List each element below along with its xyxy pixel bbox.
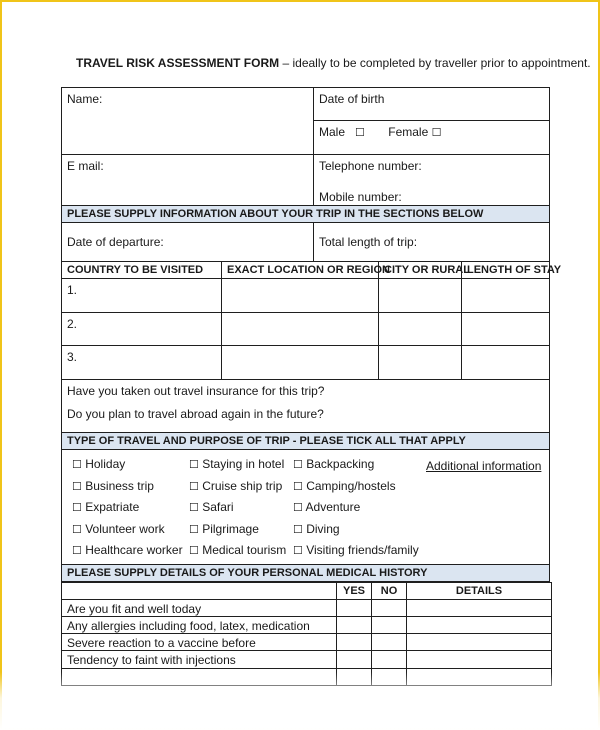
yes-label: YES (342, 585, 365, 597)
option-label: Diving (306, 522, 340, 536)
col-location-label: EXACT LOCATION OR REGION (227, 264, 390, 276)
checkbox-icon[interactable]: ☐ (189, 459, 199, 471)
medical-1-yes[interactable] (336, 599, 372, 617)
option-holiday[interactable] (72, 457, 125, 471)
bottom-fade-overlay (0, 672, 600, 730)
female-checkbox[interactable]: ☐ (431, 127, 442, 139)
trip-row-1-city[interactable] (378, 278, 462, 313)
email-field[interactable] (61, 154, 314, 206)
medical-col-yes (336, 582, 372, 600)
trip-row-2-country[interactable] (61, 312, 222, 346)
col-country-label: COUNTRY TO BE VISITED (67, 264, 204, 276)
insurance-questions (61, 379, 550, 433)
form-title (76, 56, 591, 70)
medical-col-details (406, 582, 552, 600)
col-length-stay (461, 261, 562, 279)
details-label: DETAILS (455, 585, 503, 597)
future-travel-question: Do you plan to travel abroad again in the future? (67, 407, 324, 421)
female-label: Female (388, 125, 429, 139)
option-label: Backpacking (306, 457, 375, 471)
trip-row-3-country[interactable] (61, 345, 222, 380)
checkbox-icon[interactable]: ☐ (72, 481, 82, 493)
trip-row-3-stay[interactable] (461, 345, 550, 380)
checkbox-icon[interactable]: ☐ (72, 459, 82, 471)
name-field[interactable] (61, 87, 314, 155)
phone-field[interactable] (313, 154, 550, 206)
col-location (221, 261, 390, 279)
insurance-question: Have you taken out travel insurance for this trip? (67, 384, 325, 398)
medical-col-no (371, 582, 407, 600)
checkbox-icon[interactable]: ☐ (293, 481, 303, 493)
checkbox-icon[interactable]: ☐ (293, 524, 303, 536)
departure-label: Date of departure: (67, 235, 164, 249)
medical-question-4 (61, 650, 337, 669)
option-label: Expatriate (85, 500, 140, 514)
trip-row-3-number: 3. (67, 350, 78, 364)
trip-section-header (61, 205, 550, 223)
trip-length-field[interactable] (313, 222, 550, 262)
col-country (61, 261, 222, 279)
trip-row-2-city[interactable] (378, 312, 462, 346)
purpose-section-header (61, 432, 550, 450)
medical-section-header (61, 564, 550, 582)
option-label: Visiting friends/family (306, 543, 419, 557)
medical-1-no[interactable] (371, 599, 407, 617)
medical-2-details[interactable] (406, 616, 552, 634)
medical-header-text: PLEASE SUPPLY DETAILS OF YOUR PERSONAL MEDICAL HISTORY (67, 567, 428, 579)
mobile-label: Mobile number: (319, 190, 402, 204)
trip-row-1-stay[interactable] (461, 278, 550, 313)
checkbox-icon[interactable]: ☐ (72, 545, 82, 557)
option-label: Medical tourism (202, 543, 287, 557)
additional-information-link[interactable]: Additional information (426, 459, 542, 473)
medical-question-text: Severe reaction to a vaccine before (67, 636, 256, 650)
medical-question-2 (61, 616, 337, 634)
checkbox-icon[interactable]: ☐ (189, 502, 199, 514)
medical-question-text: Are you fit and well today (67, 602, 202, 616)
medical-4-yes[interactable] (336, 650, 372, 669)
col-city-rural-label: CITY OR RURAL (384, 264, 470, 276)
medical-3-details[interactable] (406, 633, 552, 651)
option-label: Staying in hotel (202, 457, 285, 471)
purpose-header-text: TYPE OF TRAVEL AND PURPOSE OF TRIP - PLEASE TICK ALL THAT APPLY (67, 435, 466, 447)
gender-field (313, 120, 550, 155)
trip-row-1-country[interactable] (61, 278, 222, 313)
checkbox-icon[interactable]: ☐ (293, 502, 303, 514)
dob-label: Date of birth (319, 92, 385, 106)
option-label: Holiday (85, 457, 126, 471)
medical-2-yes[interactable] (336, 616, 372, 634)
option-visiting-friends-family[interactable] (293, 543, 419, 557)
option-business-trip[interactable] (72, 479, 154, 493)
name-label: Name: (67, 92, 103, 106)
trip-row-2-stay[interactable] (461, 312, 550, 346)
trip-row-2-location[interactable] (221, 312, 379, 346)
checkbox-icon[interactable]: ☐ (189, 524, 199, 536)
medical-question-3 (61, 633, 337, 651)
medical-3-yes[interactable] (336, 633, 372, 651)
option-label: Cruise ship trip (202, 479, 283, 493)
trip-row-3-city[interactable] (378, 345, 462, 380)
medical-question-text: Any allergies including food, latex, medication (67, 619, 310, 633)
trip-header-text: PLEASE SUPPLY INFORMATION ABOUT YOUR TRIP IN THE SECTIONS BELOW (67, 208, 484, 220)
option-label: Volunteer work (85, 522, 165, 536)
checkbox-icon[interactable]: ☐ (293, 545, 303, 557)
option-label: Healthcare worker (85, 543, 183, 557)
option-label: Pilgrimage (202, 522, 259, 536)
col-length-stay-label: LENGTH OF STAY (467, 264, 562, 276)
option-backpacking[interactable] (293, 457, 374, 471)
option-expatriate[interactable] (72, 500, 139, 514)
option-safari[interactable] (189, 500, 234, 514)
telephone-label: Telephone number: (319, 159, 422, 173)
form-title-subtitle: – ideally to be completed by traveller prior to appointment. (279, 56, 591, 70)
option-medical-tourism[interactable] (189, 543, 286, 557)
trip-row-1-location[interactable] (221, 278, 379, 313)
option-cruise-ship-trip[interactable] (189, 479, 282, 493)
checkbox-icon[interactable]: ☐ (293, 459, 303, 471)
option-label: Business trip (85, 479, 154, 493)
form-title-bold: TRAVEL RISK ASSESSMENT FORM (76, 56, 280, 70)
option-label: Safari (202, 500, 234, 514)
option-volunteer-work[interactable] (72, 522, 165, 536)
checkbox-icon[interactable]: ☐ (189, 481, 199, 493)
medical-question-text: Tendency to faint with injections (67, 653, 236, 667)
trip-length-label: Total length of trip: (319, 235, 418, 249)
male-checkbox[interactable]: ☐ (355, 127, 365, 139)
departure-field[interactable] (61, 222, 314, 262)
checkbox-icon[interactable]: ☐ (72, 524, 82, 536)
medical-1-details[interactable] (406, 599, 552, 617)
medical-question-1 (61, 599, 337, 617)
option-camping-hostels[interactable] (293, 479, 396, 493)
trip-row-2-number: 2. (67, 317, 78, 331)
medical-3-no[interactable] (371, 633, 407, 651)
option-diving[interactable] (293, 522, 340, 536)
email-label: E mail: (67, 159, 104, 173)
medical-4-no[interactable] (371, 650, 407, 669)
checkbox-icon[interactable]: ☐ (189, 545, 199, 557)
medical-2-no[interactable] (371, 616, 407, 634)
no-label: NO (380, 585, 398, 597)
medical-4-details[interactable] (406, 650, 552, 669)
trip-row-3-location[interactable] (221, 345, 379, 380)
dob-field[interactable] (313, 87, 550, 121)
male-label: Male (319, 125, 346, 139)
option-label: Adventure (305, 500, 361, 514)
option-label: Camping/hostels (306, 479, 396, 493)
option-pilgrimage[interactable] (189, 522, 259, 536)
trip-row-1-number: 1. (67, 283, 78, 297)
col-city-rural (378, 261, 470, 279)
option-healthcare-worker[interactable] (72, 543, 183, 557)
checkbox-icon[interactable]: ☐ (72, 502, 82, 514)
medical-question-col (61, 582, 337, 600)
option-staying-in-hotel[interactable] (189, 457, 284, 471)
option-adventure[interactable] (293, 500, 360, 514)
